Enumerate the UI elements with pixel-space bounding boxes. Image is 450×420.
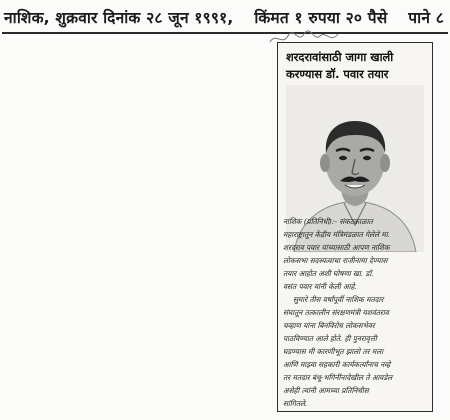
body-line: नाशिक (प्रतिनिधी):- संकटकाळात	[283, 217, 373, 226]
body-line: संघातून तत्कालीन संरक्षणमंत्री यशवंतराव	[283, 308, 389, 317]
masthead-price: किंमत १ रुपया २० पैसे	[254, 9, 388, 27]
body-line: महाराष्ट्रातून केंद्रीय मंत्रिमंडळात गेलेले मा.	[283, 230, 390, 239]
newspaper-masthead	[4, 4, 444, 30]
masthead-city-date: नाशिक, शुक्रवार दिनांक २८ जून १९९१,	[4, 9, 234, 27]
news-clipping	[277, 42, 433, 412]
body-line: सुमारे तीस वर्षांपूर्वी नाशिक मतदार	[293, 295, 384, 304]
body-line: घडण्यास मी कारणीभूत झालो तर मला	[283, 347, 384, 356]
body-line: लोकसभा सदस्यत्वाचा राजीनामा देण्यास	[283, 256, 388, 265]
headline-line: शरदरावांसाठी जागा खाली	[286, 50, 394, 64]
masthead-page-number: पाने ८	[408, 9, 444, 27]
article-paragraph	[283, 293, 431, 410]
masthead-rule	[2, 32, 448, 34]
article-headline	[286, 49, 428, 83]
body-line: पाठविण्यात आले होते. ही पुनरावृत्ती	[283, 334, 377, 343]
body-line: चव्हाण यांना बिनविरोध लोकसभेवर	[283, 321, 375, 330]
body-line: सांगितले.	[283, 399, 308, 408]
body-line: वसंत पवार यांनी केली आहे.	[283, 282, 357, 291]
body-line: आणि माझ्या सहकारी कार्यकर्त्यांनाच नव्हे	[283, 360, 391, 369]
body-line: तयार आहोत अशी घोषणा खा. डॉ.	[283, 269, 374, 278]
headline-line: करण्यास डॉ. पवार तयार	[286, 67, 389, 81]
body-line: तर मतदार बंधू-भगिनींनादेखील ते आवडेल	[283, 373, 393, 382]
body-line: शरदराव पवार यांच्यासाठी आपण नाशिक	[283, 243, 390, 252]
article-body	[283, 215, 431, 410]
article-paragraph	[283, 215, 431, 293]
body-line: असेही त्यांनी आमच्या प्रतिनिधीस	[283, 386, 369, 395]
